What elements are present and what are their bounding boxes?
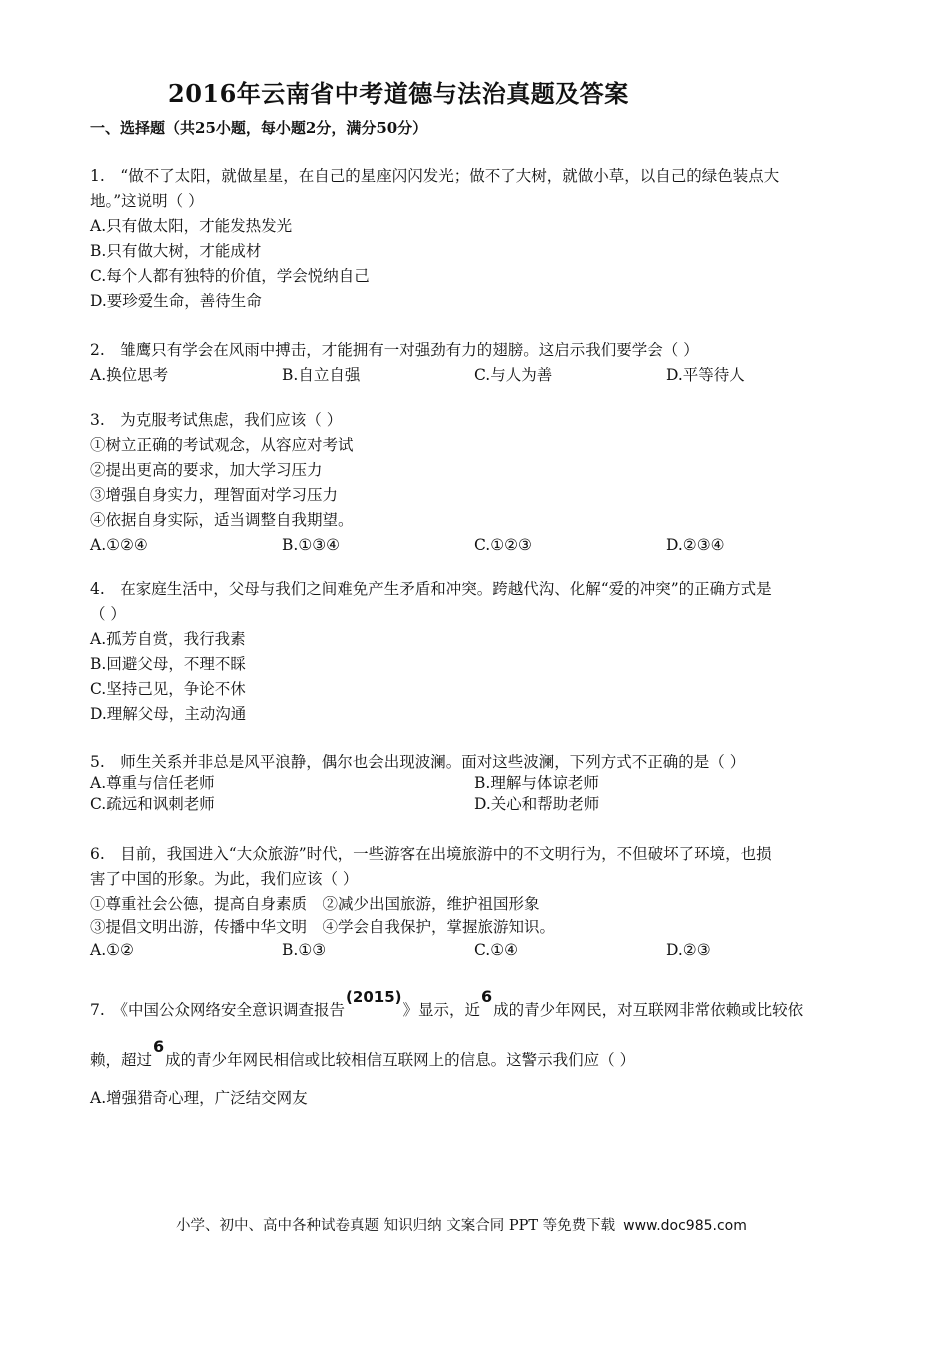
option-a: A.换位思考 xyxy=(90,366,169,384)
footer-link[interactable]: www.doc985.com xyxy=(623,1218,747,1234)
question-stem: 1. “做不了太阳，就做星星，在自己的星座闪闪发光；做不了大树，就做小草，以自己的绿色装点大 xyxy=(90,167,780,185)
option-d: D.关心和帮助老师 xyxy=(474,795,600,813)
question-5 xyxy=(90,752,870,815)
statement-items: ③提倡文明出游，传播中华文明 ④学会自我保护，掌握旅游知识。 xyxy=(90,918,556,936)
option-d: D.要珍爱生命，善待生命 xyxy=(90,292,262,310)
option-d: D.②③④ xyxy=(666,536,725,554)
question-stem xyxy=(90,1037,870,1074)
option-row xyxy=(90,773,870,794)
question-stem: 4. 在家庭生活中，父母与我们之间难免产生矛盾和冲突。跨越代沟、化解“爱的冲突”的正确方式是 xyxy=(90,580,772,598)
question-3 xyxy=(90,408,870,558)
stem-text: 成的青少年网民，对互联网非常依赖或比较依 xyxy=(493,1001,804,1019)
option-row xyxy=(90,938,870,963)
option-c: C.疏远和讽刺老师 xyxy=(90,795,215,813)
number-formula: 6 xyxy=(481,987,493,1006)
option-a: A.尊重与信任老师 xyxy=(90,774,215,792)
section-heading: 一、选择题（共25小题，每小题2分，满分50分） xyxy=(90,119,428,137)
question-4 xyxy=(90,577,870,727)
question-stem xyxy=(90,987,870,1024)
page-footer xyxy=(176,1214,747,1235)
option-row xyxy=(90,363,870,388)
option-c: C.①④ xyxy=(474,941,519,959)
stem-text: 赖，超过 xyxy=(90,1051,153,1069)
option-c: C.每个人都有独特的价值，学会悦纳自己 xyxy=(90,267,370,285)
page-title: 2016年云南省中考道德与法治真题及答案 xyxy=(168,79,629,108)
number-formula: 6 xyxy=(153,1037,165,1056)
footer-text: 小学、初中、高中各种试卷真题 知识归纳 文案合同 PPT 等免费下载 xyxy=(176,1218,616,1234)
option-b: B.①③ xyxy=(282,941,327,959)
statement-item: ④依据自身实际，适当调整自我期望。 xyxy=(90,511,354,529)
option-b: B.理解与体谅老师 xyxy=(474,774,599,792)
option-row xyxy=(90,794,870,815)
option-a: A.孤芳自赏，我行我素 xyxy=(90,630,246,648)
option-a: A.①②④ xyxy=(90,536,148,554)
question-stem: （ ） xyxy=(90,605,126,623)
option-c: C.①②③ xyxy=(474,536,532,554)
stem-text: 成的青少年网民相信或比较相信互联网上的信息。这警示我们应（ ） xyxy=(165,1051,636,1069)
question-stem: 地。”这说明（ ） xyxy=(90,192,204,210)
option-d: D.平等待人 xyxy=(666,366,745,384)
option-c: C.与人为善 xyxy=(474,366,553,384)
option-b: B.回避父母，不理不睬 xyxy=(90,655,246,673)
question-stem: 5. 师生关系并非总是风平浪静，偶尔也会出现波澜。面对这些波澜，下列方式不正确的是（ ） xyxy=(90,753,746,771)
question-6 xyxy=(90,842,870,963)
question-stem: 害了中国的形象。为此，我们应该（ ） xyxy=(90,870,359,888)
option-d: D.理解父母，主动沟通 xyxy=(90,705,247,723)
option-b: B.只有做大树，才能成材 xyxy=(90,242,262,260)
year-formula: (2015) xyxy=(346,988,402,1006)
option-a: A.增强猎奇心理，广泛结交网友 xyxy=(90,1089,308,1107)
statement-items: ①尊重社会公德，提高自身素质 ②减少出国旅游，维护祖国形象 xyxy=(90,895,540,913)
option-row xyxy=(90,533,870,558)
statement-item: ②提出更高的要求，加大学习压力 xyxy=(90,461,323,479)
stem-text: 7. 《中国公众网络安全意识调查报告 xyxy=(90,1001,346,1019)
option-a: A.只有做太阳，才能发热发光 xyxy=(90,217,293,235)
question-7 xyxy=(90,987,870,1108)
question-stem: 2. 雏鹰只有学会在风雨中搏击，才能拥有一对强劲有力的翅膀。这启示我们要学会（ ） xyxy=(90,341,699,359)
option-b: B.①③④ xyxy=(282,536,341,554)
question-2 xyxy=(90,338,870,388)
question-1 xyxy=(90,164,870,314)
option-b: B.自立自强 xyxy=(282,366,361,384)
question-stem: 3. 为克服考试焦虑，我们应该（ ） xyxy=(90,411,343,429)
statement-item: ③增强自身实力，理智面对学习压力 xyxy=(90,486,339,504)
stem-text: 》显示，近 xyxy=(402,1001,481,1019)
option-c: C.坚持己见，争论不休 xyxy=(90,680,246,698)
statement-item: ①树立正确的考试观念，从容应对考试 xyxy=(90,436,354,454)
question-stem: 6. 目前，我国进入“大众旅游”时代，一些游客在出境旅游中的不文明行为，不但破坏了环境，也损 xyxy=(90,845,772,863)
option-a: A.①② xyxy=(90,941,134,959)
option-d: D.②③ xyxy=(666,941,711,959)
